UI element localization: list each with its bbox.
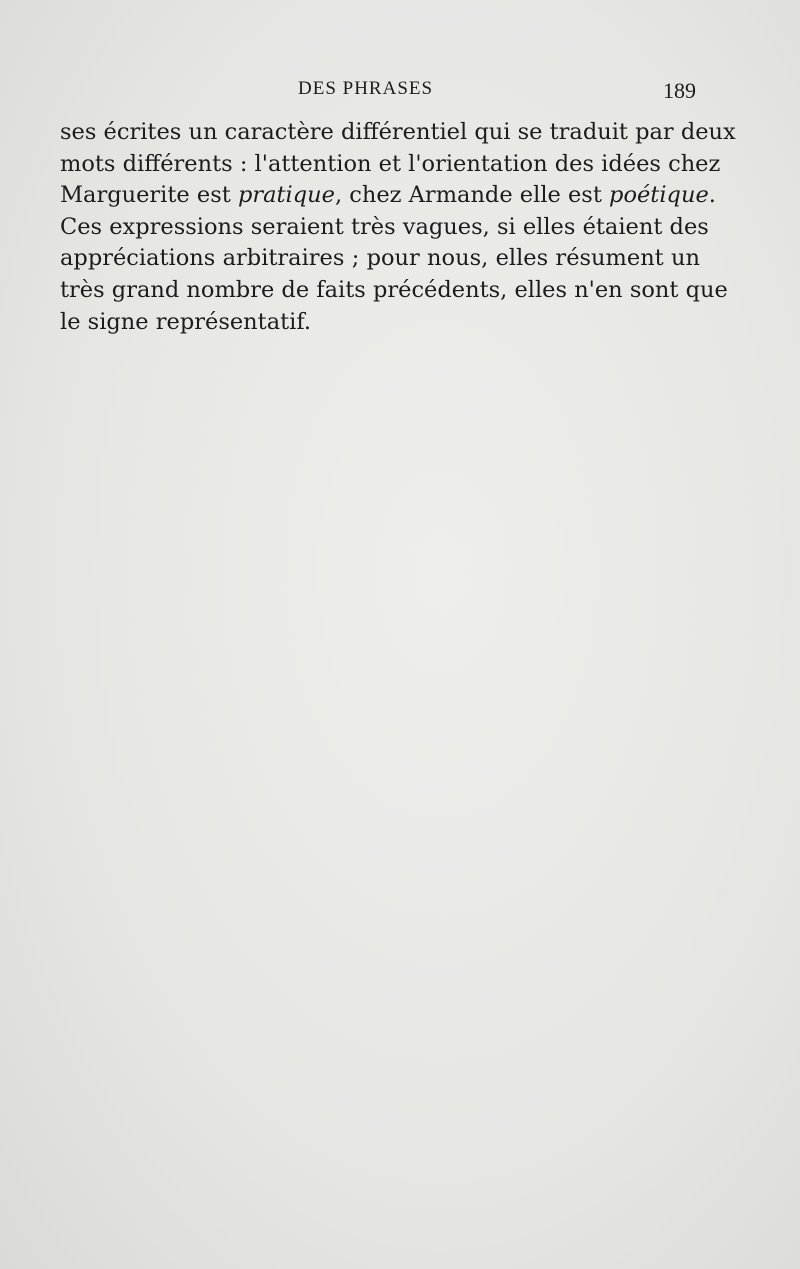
emphasis-text: pratique [237, 182, 335, 209]
text-line [60, 180, 716, 212]
emphasis-text: poétique [609, 182, 709, 209]
running-head: DES PHRASES [298, 78, 434, 99]
text-line: Ces expressions seraient très vagues, si elles étaient des [60, 213, 709, 240]
text-run: Marguerite est [60, 182, 238, 209]
text-line: le signe représentatif. [60, 308, 312, 335]
text-run: , chez Armande elle est [334, 182, 610, 209]
page-number: 189 [663, 78, 696, 103]
page-header [0, 78, 800, 110]
text-line: appréciations arbitraires ; pour nous, elles résument un [60, 245, 700, 272]
text-line: ses écrites un caractère différentiel qui se traduit par deux [60, 119, 736, 145]
text-line: très grand nombre de faits précédents, elles n'en sont que [60, 276, 728, 303]
text-line: mots différents : l'attention et l'orientation des idées chez [60, 150, 721, 177]
text-run: . [708, 182, 716, 209]
body-paragraph [60, 117, 736, 338]
